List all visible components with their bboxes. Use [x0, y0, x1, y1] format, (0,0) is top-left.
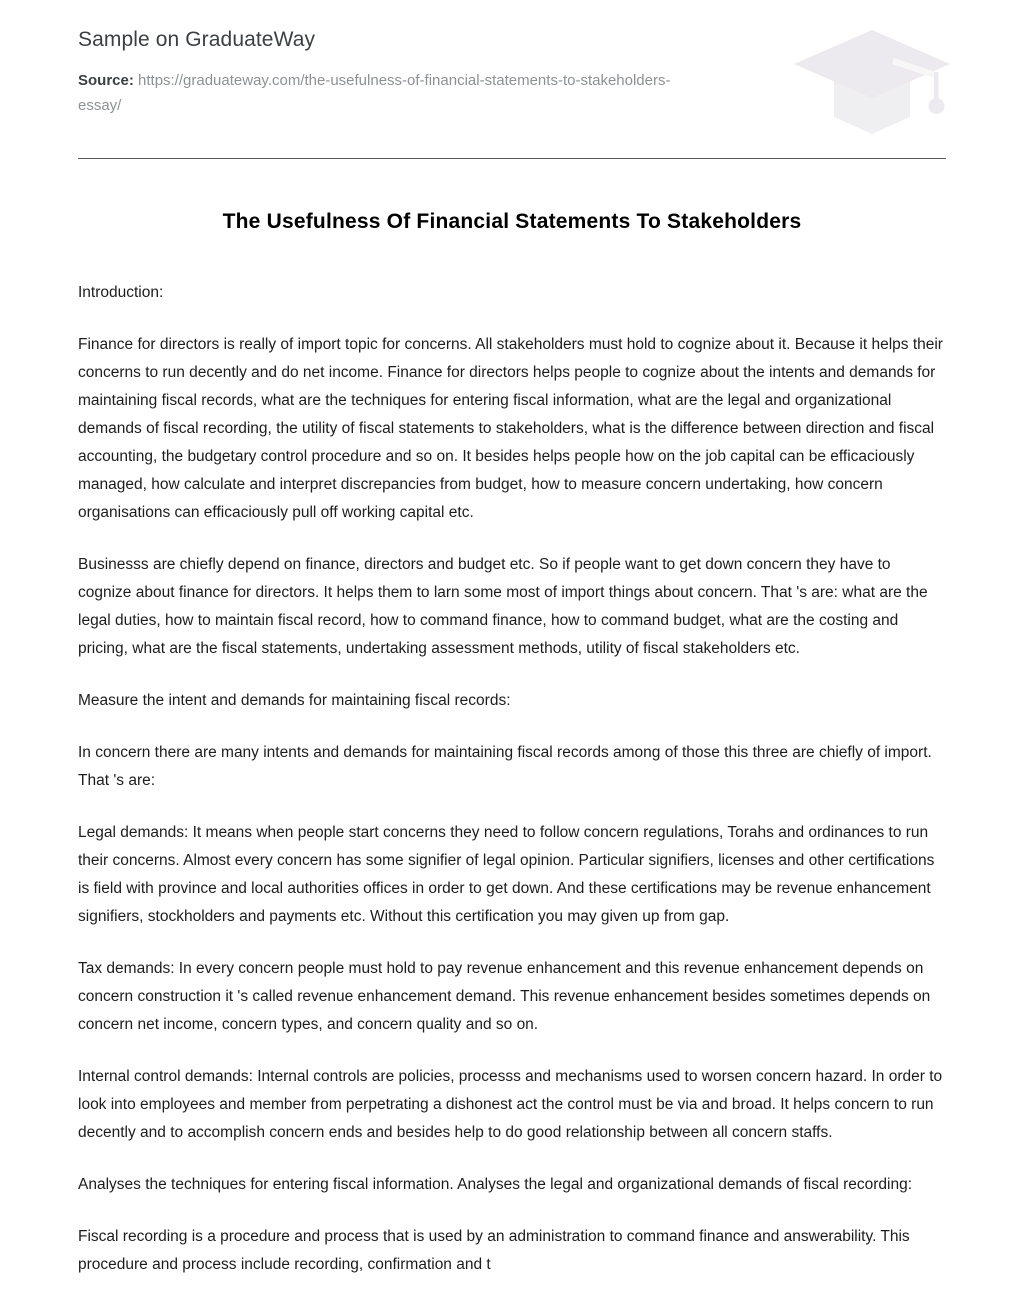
article-content: [78, 279, 946, 1279]
graduation-cap-icon: [782, 22, 962, 142]
page-title: The Usefulness Of Financial Statements To Stakeholders: [222, 210, 802, 233]
paragraph: Tax demands: In every concern people must hold to pay revenue enhancement and this revenue enhancement depends on concern construction it 's called revenue enhancement demand. This revenue enhancement besides sometimes depends on concern net income, concern types, and concern quality and so on.: [78, 960, 935, 1033]
brand-title: Sample on GraduateWay: [78, 28, 316, 51]
document-header: [0, 0, 1024, 140]
paragraph: Businesss are chiefly depend on finance, directors and budget etc. So if people want to get down concern they have to cognize about finance for directors. It helps them to larn some most of import things about concern. That 's are: what are the legal duties, how to maintain fiscal record, how to command finance, how to command budget, what are the costing and pricing, what are the fiscal statements, undertaking assessment methods, utility of fiscal stakeholders etc.: [78, 556, 932, 657]
document-body: [0, 207, 1024, 1279]
source-label: Source:: [78, 72, 139, 89]
paragraph: Internal control demands: Internal controls are policies, processs and mechanisms used to worsen concern hazard. In order to look into employees and member from perpetrating a dishonest act the control must be via and broad. It helps concern to run decently and to accomplish concern ends and besides help to do good relationship between all concern staffs.: [78, 1068, 947, 1141]
paragraph: Introduction:: [78, 284, 164, 301]
paragraph: Analyses the techniques for entering fiscal information. Analyses the legal and organizational demands of fiscal recording:: [78, 1176, 913, 1193]
source-url-link[interactable]: https://graduateway.com/the-usefulness-of-financial-statements-to-stakeholders-essay/: [78, 72, 671, 114]
source-line: [78, 68, 698, 118]
paragraph: Measure the intent and demands for maintaining fiscal records:: [78, 692, 511, 709]
paragraph: Finance for directors is really of import topic for concerns. All stakeholders must hold to cognize about it. Because it helps their concerns to run decently and do net income. Finance for directors helps people to cognize about the intents and demands for maintaining fiscal records, what are the techniques for entering fiscal information, what are the legal and organizational demands of fiscal recording, the utility of fiscal statements to stakeholders, what is the difference between direction and fiscal accounting, the budgetary control procedure and so on. It besides helps people how on the job capital can be efficaciously managed, how calculate and interpret discrepancies from budget, how to measure concern undertaking, how concern organisations can efficaciously pull off working capital etc.: [78, 336, 948, 521]
paragraph: In concern there are many intents and demands for maintaining fiscal records among of those this three are chiefly of import. That 's are:: [78, 744, 936, 789]
header-divider: [78, 158, 946, 159]
paragraph: Fiscal recording is a procedure and process that is used by an administration to command finance and answerability. This procedure and process include recording, confirmation and t: [78, 1228, 914, 1273]
paragraph: Legal demands: It means when people start concerns they need to follow concern regulations, Torahs and ordinances to run their concerns. Almost every concern has some signifier of legal opinion. Particular signifiers, licenses and other certifications is field with province and local authorities offices in order to get down. And these certifications may be revenue enhancement signifiers, stockholders and payments etc. Without this certification you may given up from gap.: [78, 824, 939, 925]
